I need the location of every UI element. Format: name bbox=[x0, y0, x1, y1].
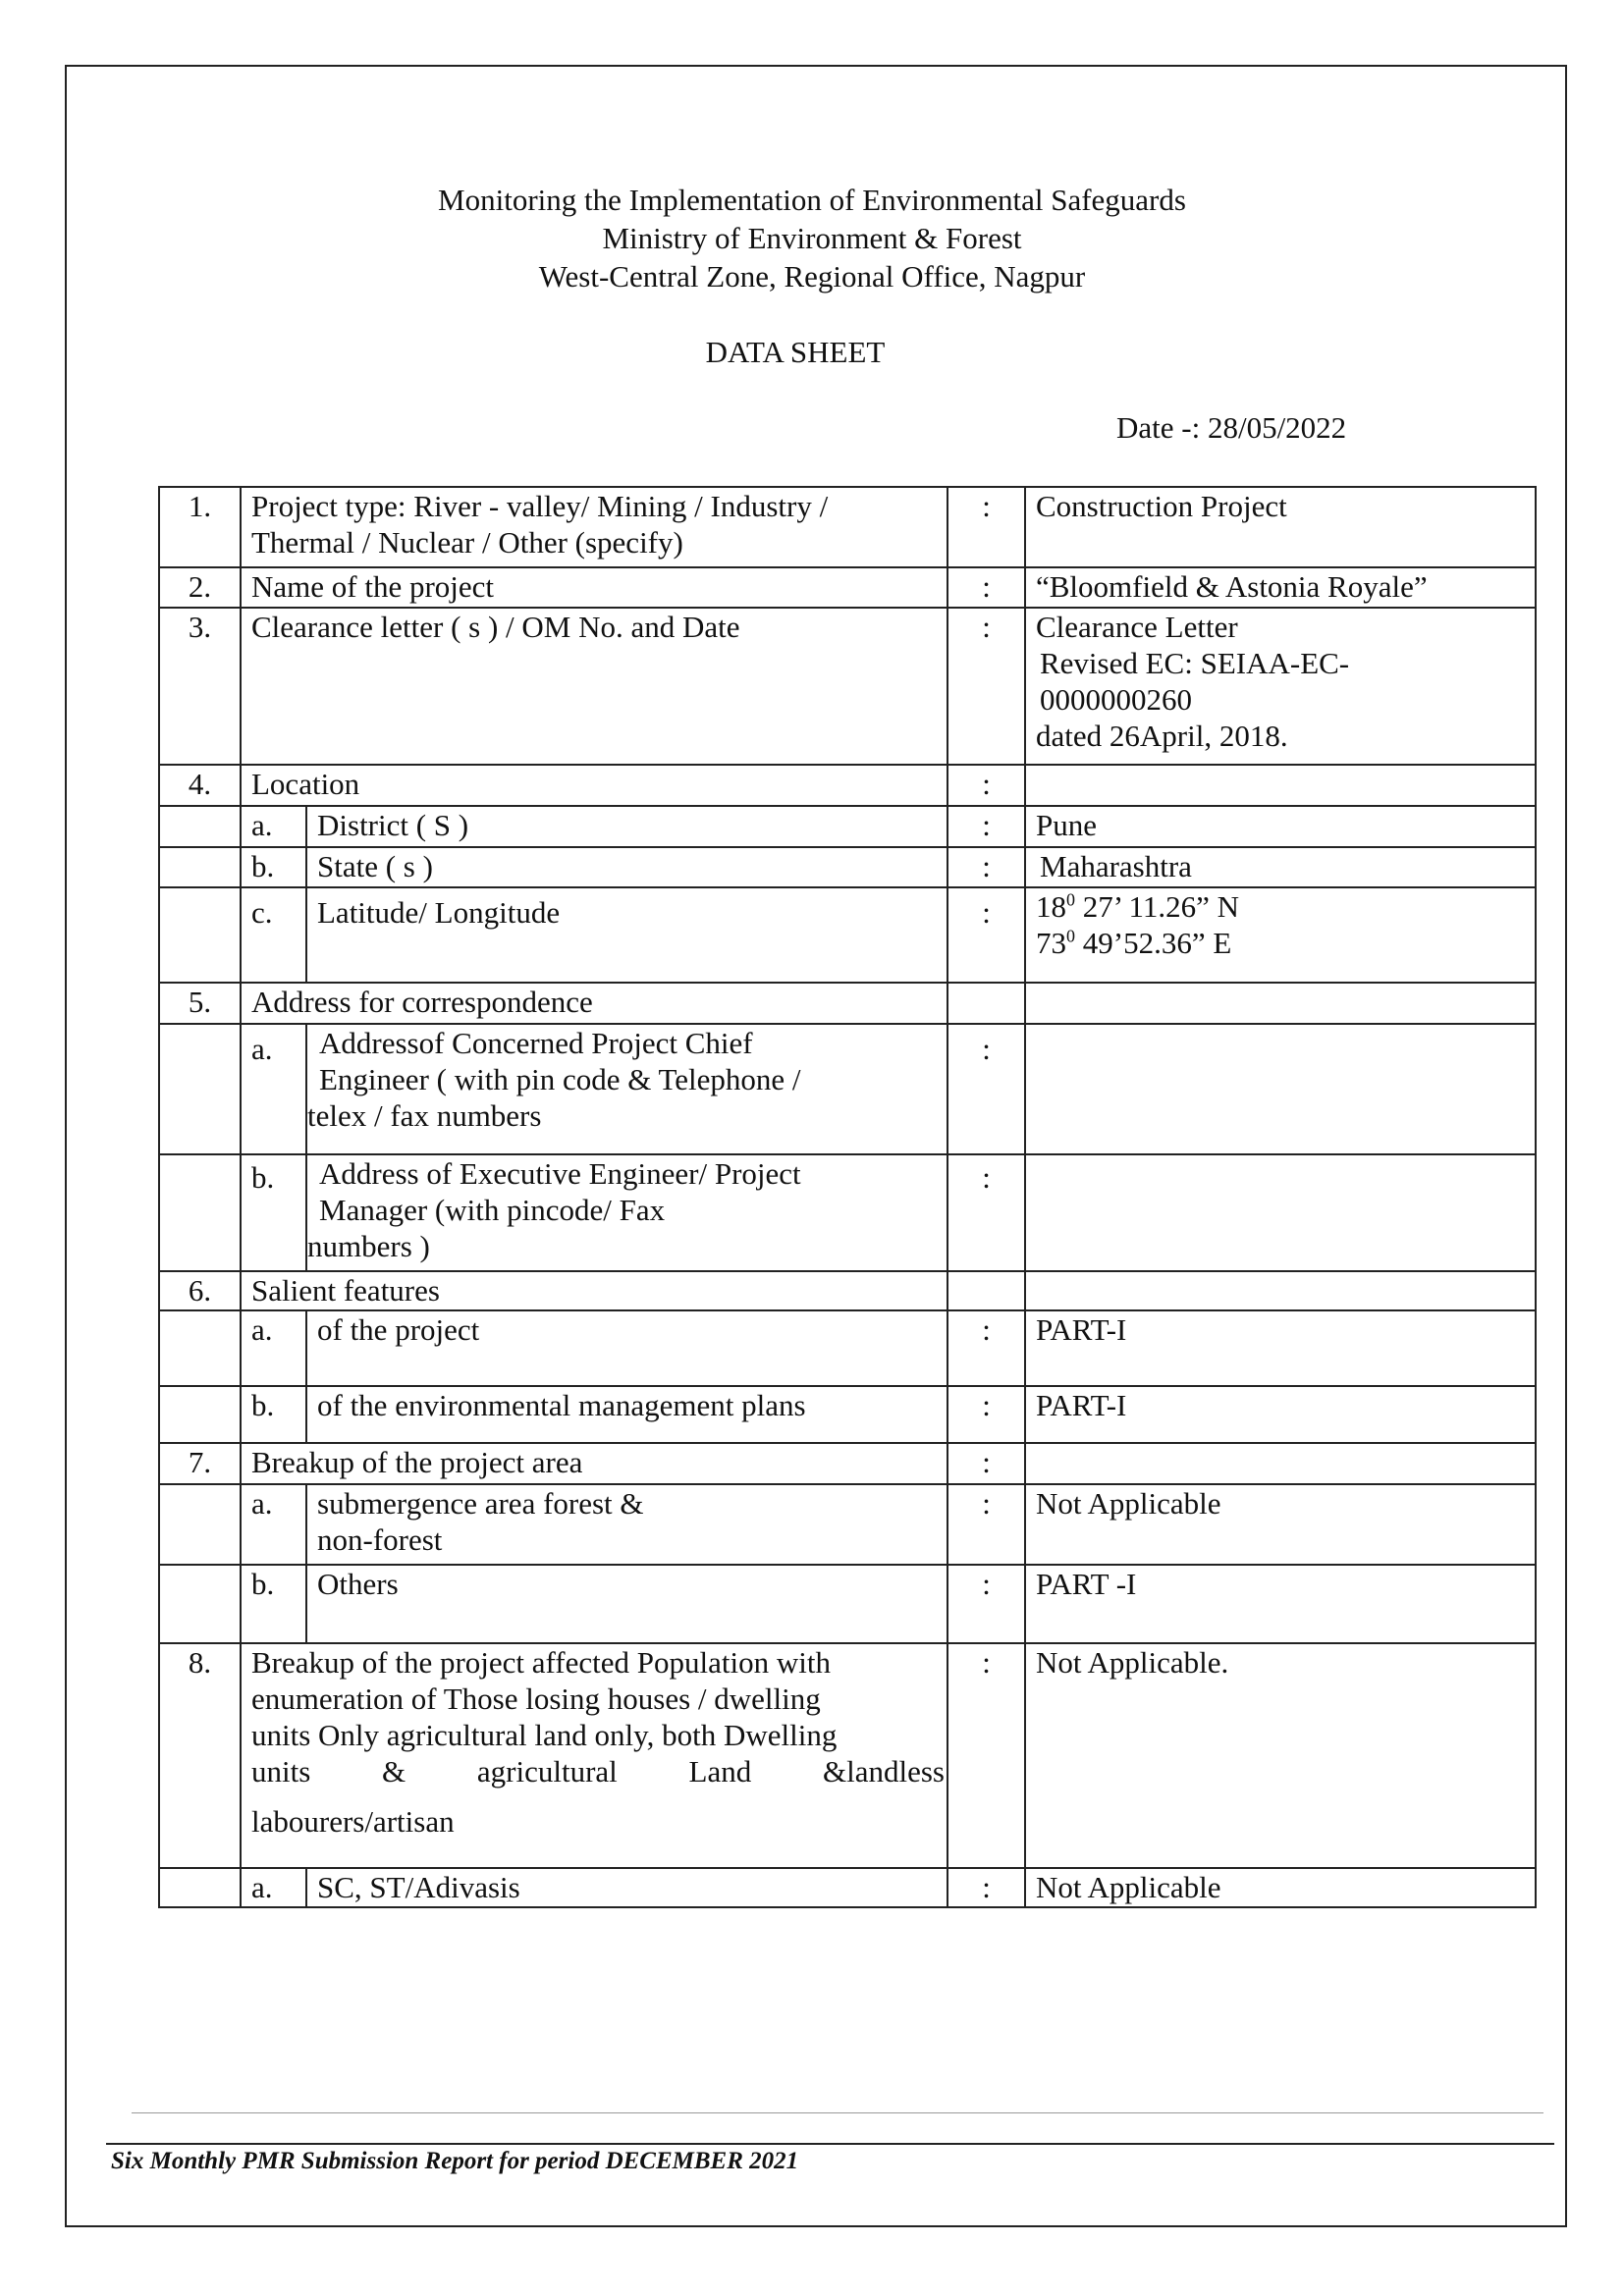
colon-separator: : bbox=[947, 1868, 1025, 1907]
row-label-line: Thermal / Nuclear / Other (specify) bbox=[251, 525, 683, 560]
row-label-line: units Only agricultural land only, both Dwelling bbox=[251, 1718, 838, 1752]
row-label: SC, ST/Adivasis bbox=[306, 1868, 947, 1907]
row-label: Breakup of the project area bbox=[241, 1443, 947, 1484]
row-label-line: Address of Executive Engineer/ Project bbox=[319, 1156, 801, 1191]
table-row bbox=[159, 1443, 1536, 1484]
row-label-line: telex / fax numbers bbox=[307, 1098, 542, 1133]
table-row bbox=[159, 847, 1536, 887]
table-row bbox=[159, 1310, 1536, 1386]
row-number bbox=[159, 1154, 241, 1271]
row-label: District ( S ) bbox=[306, 806, 947, 847]
row-value bbox=[1025, 983, 1536, 1024]
colon-separator: : bbox=[947, 487, 1025, 567]
row-number: 5. bbox=[159, 983, 241, 1024]
row-sub-letter: a. bbox=[241, 1868, 306, 1907]
table-row bbox=[159, 1386, 1536, 1443]
row-value: “Bloomfield & Astonia Royale” bbox=[1025, 567, 1536, 608]
row-sub-letter: a. bbox=[241, 1310, 306, 1386]
row-value: Not Applicable. bbox=[1025, 1643, 1536, 1868]
row-label bbox=[241, 1643, 947, 1868]
row-value bbox=[1025, 608, 1536, 765]
sheet-date: Date -: 28/05/2022 bbox=[1116, 410, 1347, 445]
row-label: Salient features bbox=[241, 1271, 947, 1310]
colon-separator: : bbox=[947, 847, 1025, 887]
row-label: Name of the project bbox=[241, 567, 947, 608]
row-sub-letter: a. bbox=[241, 1484, 306, 1565]
row-number: 1. bbox=[159, 487, 241, 567]
table-row bbox=[159, 1024, 1536, 1154]
row-label bbox=[241, 487, 947, 567]
row-number bbox=[159, 847, 241, 887]
footer-divider bbox=[132, 2112, 1543, 2113]
row-value: PART-I bbox=[1025, 1386, 1536, 1443]
header-line-2: Ministry of Environment & Forest bbox=[602, 221, 1022, 255]
row-label bbox=[306, 1484, 947, 1565]
header-line-3: West-Central Zone, Regional Office, Nagpur bbox=[538, 259, 1086, 294]
row-number: 6. bbox=[159, 1271, 241, 1310]
row-value: Not Applicable bbox=[1025, 1868, 1536, 1907]
colon-separator: : bbox=[947, 1154, 1025, 1271]
row-value-line: 0000000260 bbox=[1040, 682, 1192, 717]
colon-separator: : bbox=[947, 1443, 1025, 1484]
colon-separator bbox=[947, 983, 1025, 1024]
row-value bbox=[1025, 1271, 1536, 1310]
row-value bbox=[1025, 887, 1536, 983]
colon-separator: : bbox=[947, 765, 1025, 806]
table-row bbox=[159, 1565, 1536, 1643]
row-label bbox=[306, 1154, 947, 1271]
row-label-line: Project type: River - valley/ Mining / Industry / bbox=[251, 489, 829, 523]
row-label-line: Addressof Concerned Project Chief bbox=[319, 1026, 753, 1060]
row-value: Pune bbox=[1025, 806, 1536, 847]
row-number: 3. bbox=[159, 608, 241, 765]
colon-separator: : bbox=[947, 1565, 1025, 1643]
row-number bbox=[159, 1024, 241, 1154]
colon-separator: : bbox=[947, 1310, 1025, 1386]
row-value bbox=[1025, 765, 1536, 806]
table-row bbox=[159, 1868, 1536, 1907]
row-label: Others bbox=[306, 1565, 947, 1643]
table-row bbox=[159, 1154, 1536, 1271]
table-row bbox=[159, 487, 1536, 567]
row-value-line: dated 26April, 2018. bbox=[1036, 719, 1288, 753]
row-label-line: Engineer ( with pin code & Telephone / bbox=[319, 1062, 801, 1096]
colon-separator: : bbox=[947, 1484, 1025, 1565]
sheet-title: DATA SHEET bbox=[705, 335, 886, 369]
row-sub-letter: b. bbox=[241, 1386, 306, 1443]
row-label-line: labourers/artisan bbox=[251, 1804, 455, 1839]
colon-separator: : bbox=[947, 887, 1025, 983]
row-number: 2. bbox=[159, 567, 241, 608]
row-value-line: Clearance Letter bbox=[1036, 610, 1238, 644]
colon-separator bbox=[947, 1271, 1025, 1310]
header-line-1: Monitoring the Implementation of Environmental Safeguards bbox=[438, 183, 1186, 217]
row-label: Latitude/ Longitude bbox=[306, 887, 947, 983]
row-label: Address for correspondence bbox=[241, 983, 947, 1024]
colon-separator: : bbox=[947, 1643, 1025, 1868]
row-number bbox=[159, 1868, 241, 1907]
row-label: Clearance letter ( s ) / OM No. and Date bbox=[241, 608, 947, 765]
row-value bbox=[1025, 1443, 1536, 1484]
row-number bbox=[159, 806, 241, 847]
table-row bbox=[159, 806, 1536, 847]
latitude-value: $18^0$ 27’ 11.26” N bbox=[1036, 889, 1240, 924]
row-number: 7. bbox=[159, 1443, 241, 1484]
table-row bbox=[159, 608, 1536, 765]
row-value: Maharashtra bbox=[1025, 847, 1536, 887]
colon-separator: : bbox=[947, 1024, 1025, 1154]
row-sub-letter: b. bbox=[241, 847, 306, 887]
row-label-line: submergence area forest & bbox=[317, 1486, 644, 1521]
row-number: 8. bbox=[159, 1643, 241, 1868]
row-number bbox=[159, 1310, 241, 1386]
row-number bbox=[159, 1386, 241, 1443]
row-label-line: units & agricultural Land &landless bbox=[251, 1754, 945, 1789]
row-number bbox=[159, 887, 241, 983]
row-value: PART -I bbox=[1025, 1565, 1536, 1643]
row-label: of the project bbox=[306, 1310, 947, 1386]
table-row bbox=[159, 1484, 1536, 1565]
row-label: State ( s ) bbox=[306, 847, 947, 887]
row-number bbox=[159, 1565, 241, 1643]
row-label-line: Manager (with pincode/ Fax bbox=[319, 1193, 666, 1227]
row-value bbox=[1025, 1154, 1536, 1271]
row-label bbox=[306, 1024, 947, 1154]
table-row bbox=[159, 1643, 1536, 1868]
row-value bbox=[1025, 1024, 1536, 1154]
footer-text: Six Monthly PMR Submission Report for period DECEMBER 2021 bbox=[111, 2148, 799, 2174]
colon-separator: : bbox=[947, 1386, 1025, 1443]
row-label-line: Breakup of the project affected Population with bbox=[251, 1645, 831, 1680]
table-row bbox=[159, 887, 1536, 983]
table-row bbox=[159, 567, 1536, 608]
row-sub-letter: b. bbox=[241, 1565, 306, 1643]
table-row bbox=[159, 983, 1536, 1024]
colon-separator: : bbox=[947, 567, 1025, 608]
longitude-value: $73^0$ 49’52.36” E bbox=[1036, 926, 1232, 960]
row-number bbox=[159, 1484, 241, 1565]
data-sheet-table bbox=[158, 486, 1537, 1908]
row-label: of the environmental management plans bbox=[306, 1386, 947, 1443]
row-value: PART-I bbox=[1025, 1310, 1536, 1386]
colon-separator: : bbox=[947, 806, 1025, 847]
row-sub-letter: a. bbox=[241, 1024, 306, 1154]
row-sub-letter: c. bbox=[241, 887, 306, 983]
row-value-line: Revised EC: SEIAA-EC- bbox=[1040, 646, 1350, 680]
row-label-line: non-forest bbox=[317, 1522, 443, 1557]
table-row bbox=[159, 765, 1536, 806]
row-value: Construction Project bbox=[1025, 487, 1536, 567]
row-label: Location bbox=[241, 765, 947, 806]
table-row bbox=[159, 1271, 1536, 1310]
row-value: Not Applicable bbox=[1025, 1484, 1536, 1565]
row-sub-letter: a. bbox=[241, 806, 306, 847]
row-label-line: numbers ) bbox=[307, 1229, 430, 1263]
colon-separator: : bbox=[947, 608, 1025, 765]
row-label-line: enumeration of Those losing houses / dwelling bbox=[251, 1682, 821, 1716]
row-number: 4. bbox=[159, 765, 241, 806]
footer-rule bbox=[106, 2143, 1554, 2145]
row-sub-letter: b. bbox=[241, 1154, 306, 1271]
